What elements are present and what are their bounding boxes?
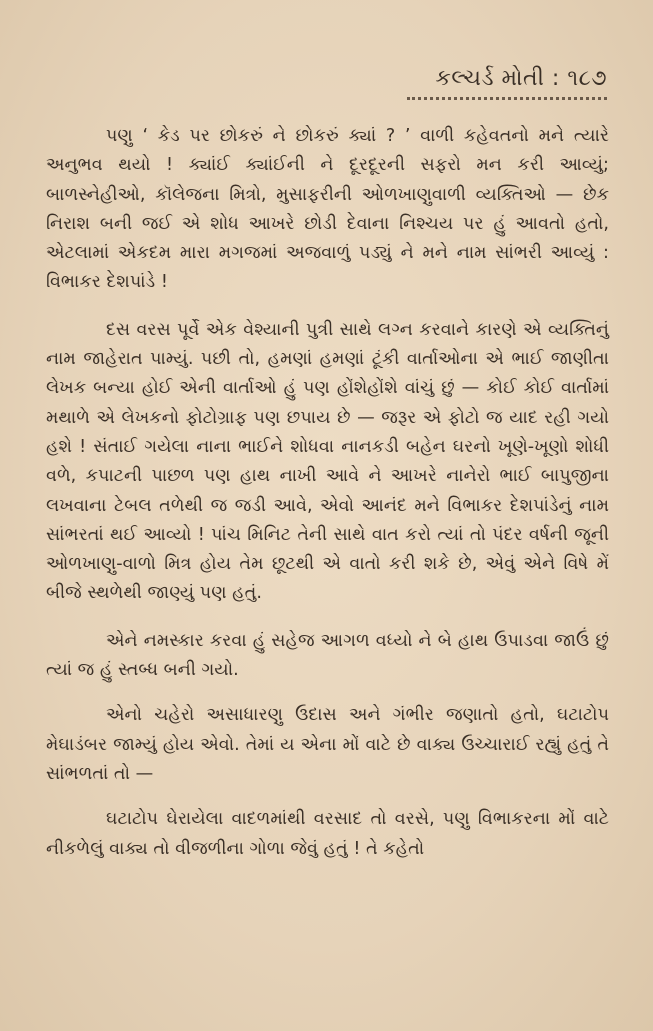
paragraph-3: એને નમસ્કાર કરવા હું સહેજ આગળ વધ્યો ને બે હાથ ઉપાડવા જાઉં છું ત્યાં જ હું સ્તબ્ધ બની ગયો.: [46, 630, 609, 681]
paragraph-5: ઘટાટોપ ઘેરાયેલા વાદળમાંથી વરસાદ તો વરસે, પણુ વિભાકરના મોં વાટે નીકળેલું વાક્ય તો વીજળીના ગોળા જેવું હતું ! તે કહેતો: [46, 809, 609, 859]
paragraph-4: એનો ચહેરો અસાધારણુ ઉદાસ અને ગંભીર જણાતો હતો, ઘટાટોપ મેઘાડંબર જામ્યું હોય એવો. તેમાં ય એના મોં વાટે છે વાક્ય ઉચ્ચારાઈ રહ્યું હતું તે સાંભળતાં તો —: [46, 705, 609, 784]
paragraph-2: દસ વરસ પૂર્વે એક વેશ્યાની પુત્રી સાથે લગ્ન કરવાને કારણે એ વ્યક્તિનું નામ જાહેરાત પામ્યું. પછી તો, હમણાં હમણાં ટૂંકી વાર્તાઓના એ ભાઈ જાણીતા લેખક બન્યા હોઈ એની વાર્તાઓ હું પણ હોંશેહોંશે વાંચું છું — કોઈ કોઈ વાર્તામાં મથાળે એ લેખકનો ફોટોગ્રાફ પણ છપાય છે — જરૂર એ ફોટો જ યાદ રહી ગયો હશે ! સંતાઈ ગયેલા નાના ભાઈને શોધવા નાનકડી બહેન ઘરનો ખૂણે-ખૂણો શોધી વળે, કપાટની પાછળ પણ હાથ નાખી આવે ને આખરે નાનેરો ભાઈ બાપુજીના લખવાના ટેબલ તળેથી જ જડી આવે, એવો આનંદ મને વિભાકર દેશપાંડેનું નામ સાંભરતાં થઈ આવ્યો ! પાંચ મિનિટ તેની સાથે વાત કરો ત્યાં તો પંદર વર્ષની જૂની ઓળખાણુ-વાળો મિત્ર હોય તેમ છૂટથી એ વાતો કરી શકે છે, એવું એને વિષે મેં બીજે સ્થળેથી જાણ્યું પણ હતું.: [46, 319, 609, 604]
header-dotted-rule: [407, 97, 607, 100]
paragraph-1: પણુ ‘ કેડ પર છોકરું ને છોકરું ક્યાં ? ’ વાળી કહેવતનો મને ત્યારે અનુભવ થયો ! ક્યાંઈ ક્યાંઈની ને દૂરદૂરની સફરો મન કરી આવ્યું; બાળસ્નેહીઓ, કૉલેજના મિત્રો, મુસાફરીની ઓળખાણુવાળી વ્યક્તિઓ — છેક નિરાશ બની જઈ એ શોધ આખરે છોડી દેવાના નિશ્ચય પર હું આવતો હતો, એટલામાં એકદમ મારા મગજમાં અજવાળું પડ્યું ને મને નામ સાંભરી આવ્યું : વિભાકર દેશપાંડે !: [46, 126, 609, 293]
body-text: [46, 122, 609, 882]
running-title: કલ્ચર્ડ મોતી : ૧૮૭: [435, 66, 607, 91]
page-header: [407, 66, 607, 100]
